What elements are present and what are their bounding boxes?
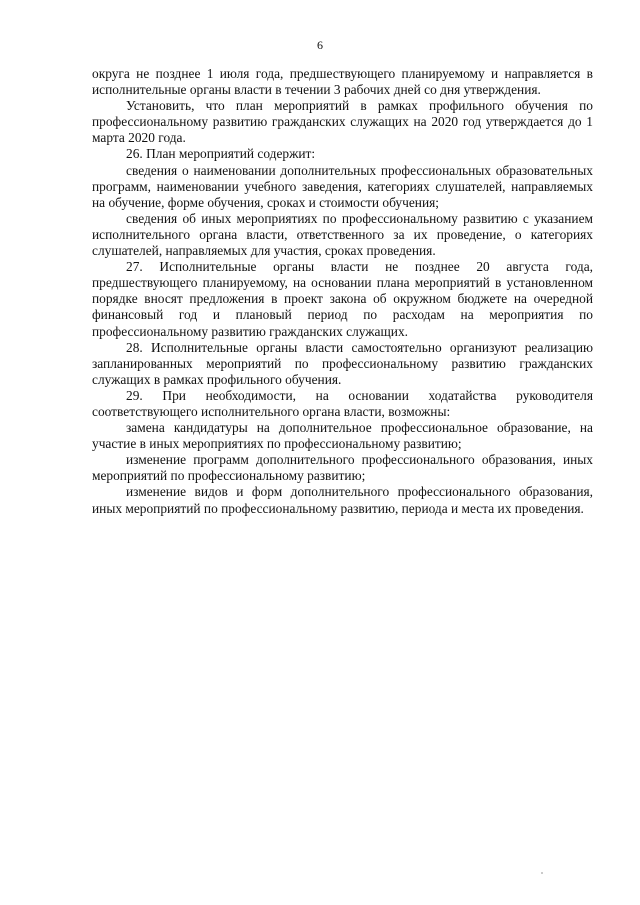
paragraph-28: 28. Исполнительные органы власти самостоятельно организуют реализацию запланированных мероприятий по профессиональному развитию гражданских служащих в рамках профильного обучения. (92, 339, 593, 387)
paragraph-26-item-other-events: сведения об иных мероприятиях по профессиональному развитию с указанием исполнительного органа власти, ответственного за их проведение, о категориях слушателей, направляемых для участия, сроках проведения. (92, 210, 593, 259)
paragraph-26-heading: 26. План мероприятий содержит: (126, 146, 316, 162)
document-body (92, 66, 593, 517)
paragraph-continuation: округа не позднее 1 июля года, предшествующего планируемому и направляется в исполнительные органы власти в течении 3 рабочих дней со дня утверждения. (92, 66, 593, 98)
page-number: 6 (317, 38, 323, 52)
paragraph-26-item-programs: сведения о наименовании дополнительных профессиональных образовательных программ, наименовании учебного заведения, категориях слушателей, направляемых на обучение, форме обучения, сроках и стоимости обучения; (92, 162, 593, 210)
paragraph-27: 27. Исполнительные органы власти не позднее 20 августа года, предшествующего планируемому, на основании плана мероприятий в установленном порядке вносят предложения в проект закона об окружном бюджете на очередной финансовый год и плановый период по расходам на мероприятия по профессиональному развитию гражданских служащих. (92, 259, 593, 339)
paragraph-plan-deadline-2020: Установить, что план мероприятий в рамках профильного обучения по профессиональному развитию гражданских служащих на 2020 год утверждается до 1 марта 2020 года. (92, 98, 593, 146)
paragraph-29-item-replacement: замена кандидатуры на дополнительное профессиональное образование, на участие в иных мероприятиях по профессиональному развитию; (92, 420, 593, 452)
scan-speck (541, 872, 543, 874)
paragraph-29-heading: 29. При необходимости, на основании ходатайства руководителя соответствующего исполнительного органа власти, возможны: (92, 387, 593, 419)
paragraph-29-item-form-change: изменение видов и форм дополнительного профессионального образования, иных мероприятий по профессиональному развитию, периода и места их проведения. (92, 484, 593, 516)
paragraph-29-item-program-change: изменение программ дополнительного профессионального образования, иных мероприятий по профессиональному развитию; (92, 452, 593, 484)
